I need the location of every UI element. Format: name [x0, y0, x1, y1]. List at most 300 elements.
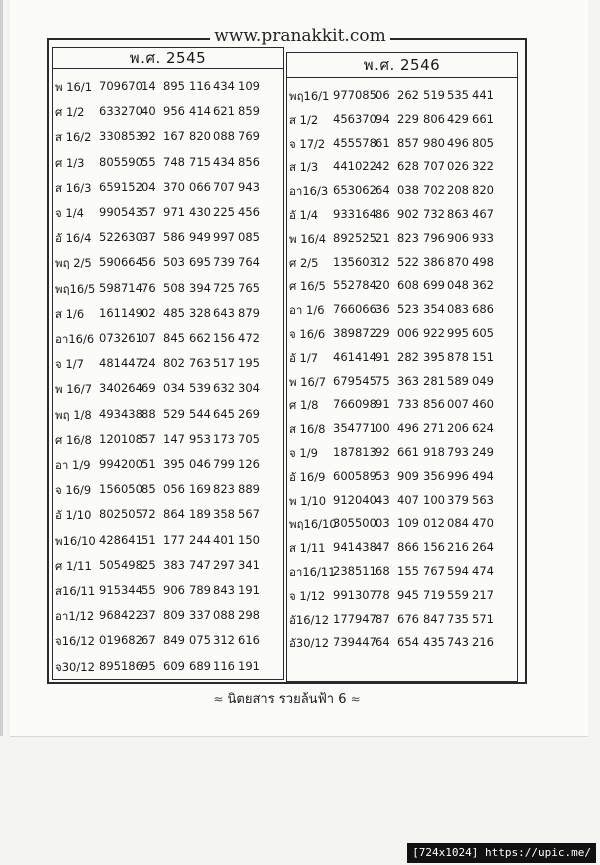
- first-prize-cell: 653062: [333, 183, 377, 198]
- number-cell: 147: [163, 431, 185, 446]
- number-cell: 109: [238, 79, 260, 93]
- first-prize-cell: 156050: [99, 482, 143, 497]
- first-prize-cell: 679545: [333, 373, 377, 388]
- first-prize-cell: 709670: [99, 79, 143, 93]
- number-cell: 632: [213, 381, 235, 396]
- number-cell: 395: [163, 457, 185, 471]
- date-cell: พ 16/7: [55, 382, 93, 397]
- number-cell: 870: [447, 254, 469, 269]
- number-cell: 878: [447, 349, 469, 364]
- table-row: [287, 540, 519, 560]
- number-cell: 789: [189, 583, 211, 597]
- number-cell: 909: [397, 468, 419, 483]
- number-cell: 53: [375, 468, 390, 483]
- number-cell: 51: [141, 532, 156, 547]
- date-cell: ส 16/8: [289, 422, 326, 437]
- number-cell: 312: [213, 633, 235, 648]
- date-cell: พฤ 1/8: [55, 407, 92, 422]
- number-cell: 150: [238, 532, 260, 547]
- date-cell: อั 1/7: [289, 350, 319, 365]
- number-cell: 460: [472, 397, 494, 412]
- number-cell: 767: [423, 564, 445, 578]
- number-cell: 95: [141, 658, 156, 673]
- date-cell: จ 1/7: [55, 357, 84, 372]
- number-cell: 216: [447, 540, 469, 555]
- date-cell: ศ 16/8: [55, 432, 92, 447]
- number-cell: 624: [472, 421, 494, 436]
- table-row: [53, 356, 285, 376]
- number-cell: 609: [163, 658, 185, 673]
- first-prize-cell: 600589: [333, 468, 377, 483]
- number-cell: 889: [238, 482, 260, 497]
- number-cell: 173: [213, 431, 235, 446]
- number-cell: 472: [238, 331, 260, 345]
- number-cell: 859: [238, 104, 260, 119]
- number-cell: 571: [472, 611, 494, 626]
- number-cell: 559: [447, 587, 469, 602]
- number-cell: 281: [423, 373, 445, 388]
- number-cell: 083: [447, 302, 469, 317]
- number-cell: 64: [375, 183, 390, 198]
- number-cell: 61: [375, 135, 390, 150]
- number-cell: 866: [397, 540, 419, 555]
- first-prize-cell: 238511: [333, 564, 377, 578]
- upload-watermark: [724x1024] https://upic.me/: [407, 843, 596, 863]
- number-cell: 567: [238, 507, 260, 522]
- number-cell: 394: [189, 280, 211, 295]
- number-cell: 088: [213, 129, 235, 144]
- footer-ornament-left: ≈: [213, 692, 224, 706]
- number-cell: 733: [397, 397, 419, 412]
- table-row: [287, 207, 519, 227]
- table-row: [287, 326, 519, 346]
- number-cell: 066: [189, 179, 211, 194]
- date-cell: อา 1/6: [289, 303, 325, 318]
- number-cell: 621: [213, 104, 235, 119]
- number-cell: 67: [141, 633, 156, 648]
- date-cell: อั16/12: [289, 612, 330, 627]
- number-cell: 544: [189, 406, 211, 421]
- table-row: [53, 482, 285, 502]
- first-prize-cell: 994200: [99, 457, 143, 471]
- number-cell: 522: [397, 254, 419, 269]
- number-cell: 735: [447, 611, 469, 626]
- number-cell: 748: [163, 154, 185, 169]
- number-cell: 195: [238, 356, 260, 371]
- table-row: [287, 183, 519, 203]
- date-cell: จ 17/2: [289, 136, 326, 151]
- table-row: [287, 445, 519, 465]
- table-row: [287, 255, 519, 275]
- table-row: [53, 558, 285, 578]
- first-prize-cell: 802505: [99, 507, 143, 522]
- number-cell: 206: [447, 421, 469, 436]
- date-cell: อั 1/4: [289, 208, 319, 222]
- first-prize-cell: 991307: [333, 587, 377, 602]
- number-cell: 407: [397, 492, 419, 507]
- number-cell: 25: [141, 557, 156, 572]
- number-cell: 895: [163, 79, 185, 93]
- number-cell: 719: [423, 587, 445, 602]
- number-cell: 956: [163, 104, 185, 119]
- table-row: [53, 205, 285, 225]
- number-cell: 643: [213, 305, 235, 320]
- number-cell: 038: [397, 183, 419, 198]
- first-prize-cell: 933164: [333, 207, 377, 221]
- table-row: [53, 381, 285, 401]
- number-cell: 441: [472, 88, 494, 102]
- number-cell: 00: [375, 421, 390, 436]
- number-cell: 43: [375, 492, 390, 507]
- number-cell: 379: [447, 492, 469, 507]
- date-cell: อา16/3: [289, 184, 329, 199]
- number-cell: 765: [238, 280, 260, 295]
- first-prize-cell: 455578: [333, 135, 377, 150]
- number-cell: 69: [141, 381, 156, 396]
- first-prize-cell: 805590: [99, 154, 143, 169]
- table-row: [53, 230, 285, 250]
- number-cell: 337: [189, 608, 211, 623]
- year-2545-column: [52, 47, 284, 680]
- number-cell: 269: [238, 406, 260, 421]
- number-cell: 654: [397, 635, 419, 650]
- date-cell: ศ 1/8: [289, 398, 319, 413]
- number-cell: 012: [423, 516, 445, 531]
- number-cell: 298: [238, 608, 260, 623]
- table-row: [53, 432, 285, 452]
- table-row: [287, 88, 519, 108]
- number-cell: 249: [472, 445, 494, 459]
- table-row: [287, 231, 519, 251]
- number-cell: 262: [397, 88, 419, 102]
- first-prize-cell: 590664: [99, 255, 143, 270]
- number-cell: 494: [472, 468, 494, 483]
- number-cell: 78: [375, 587, 390, 602]
- first-prize-cell: 633270: [99, 104, 143, 119]
- website-url: [0, 26, 600, 46]
- number-cell: 169: [189, 482, 211, 497]
- table-row: [53, 255, 285, 275]
- number-cell: 945: [397, 587, 419, 602]
- number-cell: 02: [141, 305, 156, 320]
- number-cell: 370: [163, 179, 185, 194]
- number-cell: 156: [423, 540, 445, 555]
- number-cell: 006: [397, 326, 419, 340]
- table-row: [53, 155, 285, 175]
- table-row: [287, 278, 519, 298]
- table-row: [53, 583, 285, 603]
- number-cell: 55: [141, 154, 156, 169]
- first-prize-cell: 441022: [333, 159, 377, 174]
- number-cell: 229: [397, 111, 419, 126]
- year-2545-header: พ.ศ. 2545: [53, 48, 283, 69]
- number-cell: 809: [163, 608, 185, 623]
- number-cell: 282: [397, 349, 419, 364]
- number-cell: 849: [163, 633, 185, 648]
- table-row: [53, 407, 285, 427]
- date-cell: จ 1/4: [55, 206, 84, 220]
- first-prize-cell: 493438: [99, 406, 143, 421]
- page-spine-shadow: [0, 0, 3, 736]
- table-row: [287, 588, 519, 608]
- number-cell: 151: [472, 349, 494, 364]
- number-cell: 686: [472, 302, 494, 317]
- number-cell: 470: [472, 516, 494, 531]
- number-cell: 244: [189, 532, 211, 547]
- table-row: [53, 104, 285, 124]
- first-prize-cell: 892525: [333, 230, 377, 245]
- number-cell: 57: [141, 205, 156, 219]
- date-cell: จ30/12: [55, 659, 95, 674]
- number-cell: 04: [141, 179, 156, 194]
- number-cell: 75: [375, 373, 390, 388]
- date-cell: ส 1/2: [289, 112, 319, 127]
- number-cell: 496: [447, 135, 469, 150]
- date-cell: อั 1/10: [55, 508, 92, 523]
- number-cell: 586: [163, 230, 185, 245]
- number-cell: 414: [189, 104, 211, 119]
- date-cell: อั30/12: [289, 636, 330, 651]
- number-cell: 467: [472, 207, 494, 221]
- number-cell: 354: [423, 302, 445, 317]
- number-cell: 539: [189, 381, 211, 396]
- date-cell: พฤ16/1: [289, 89, 330, 103]
- date-cell: จ 16/6: [289, 327, 326, 341]
- table-row: [53, 659, 285, 679]
- number-cell: 341: [238, 557, 260, 572]
- first-prize-cell: 766098: [333, 397, 377, 412]
- first-prize-cell: 481447: [99, 356, 143, 371]
- date-cell: ส 16/3: [55, 180, 92, 195]
- first-prize-cell: 990543: [99, 205, 143, 219]
- number-cell: 707: [213, 179, 235, 194]
- first-prize-cell: 187813: [333, 445, 377, 459]
- number-cell: 435: [423, 635, 445, 650]
- table-row: [53, 608, 285, 628]
- number-cell: 109: [397, 516, 419, 531]
- number-cell: 056: [163, 482, 185, 497]
- number-cell: 676: [397, 611, 419, 626]
- number-cell: 048: [447, 278, 469, 293]
- footer-ornament-right: ≈: [350, 692, 361, 706]
- number-cell: 820: [189, 129, 211, 144]
- number-cell: 42: [375, 159, 390, 174]
- number-cell: 47: [375, 540, 390, 555]
- number-cell: 763: [189, 356, 211, 371]
- number-cell: 177: [163, 532, 185, 547]
- table-row: [53, 457, 285, 477]
- number-cell: 86: [375, 207, 390, 221]
- number-cell: 605: [472, 326, 494, 340]
- number-cell: 76: [141, 280, 156, 295]
- number-cell: 049: [472, 373, 494, 388]
- date-cell: ศ 1/3: [55, 155, 85, 170]
- number-cell: 37: [141, 230, 156, 245]
- first-prize-cell: 389872: [333, 326, 377, 340]
- number-cell: 386: [423, 254, 445, 269]
- number-cell: 51: [141, 457, 156, 471]
- number-cell: 191: [238, 583, 260, 597]
- number-cell: 661: [397, 445, 419, 459]
- date-cell: ศ 2/5: [289, 255, 319, 270]
- number-cell: 594: [447, 564, 469, 578]
- date-cell: พ16/10: [55, 533, 96, 548]
- number-cell: 943: [238, 179, 260, 194]
- number-cell: 383: [163, 557, 185, 572]
- year-2546-header: พ.ศ. 2546: [287, 53, 517, 78]
- number-cell: 702: [423, 183, 445, 198]
- number-cell: 523: [397, 302, 419, 317]
- first-prize-cell: 912040: [333, 492, 377, 507]
- number-cell: 823: [213, 482, 235, 497]
- number-cell: 395: [423, 349, 445, 364]
- number-cell: 189: [189, 507, 211, 522]
- number-cell: 14: [141, 79, 156, 93]
- table-row: [287, 136, 519, 156]
- first-prize-cell: 354771: [333, 421, 377, 436]
- number-cell: 503: [163, 255, 185, 270]
- number-cell: 508: [163, 280, 185, 295]
- number-cell: 519: [423, 88, 445, 102]
- number-cell: 362: [472, 278, 494, 293]
- table-row: [287, 421, 519, 441]
- number-cell: 689: [189, 658, 211, 673]
- number-cell: 474: [472, 564, 494, 578]
- date-cell: ศ 16/5: [289, 279, 326, 294]
- number-cell: 217: [472, 587, 494, 602]
- number-cell: 980: [423, 135, 445, 150]
- number-cell: 793: [447, 445, 469, 459]
- number-cell: 715: [189, 154, 211, 169]
- number-cell: 24: [141, 356, 156, 371]
- date-cell: ศ 1/2: [55, 105, 85, 120]
- number-cell: 485: [163, 305, 185, 320]
- number-cell: 57: [141, 431, 156, 446]
- first-prize-cell: 019682: [99, 633, 143, 648]
- number-cell: 29: [375, 326, 390, 340]
- number-cell: 847: [423, 611, 445, 626]
- number-cell: 456: [238, 205, 260, 219]
- table-row: [53, 180, 285, 200]
- number-cell: 088: [213, 608, 235, 623]
- date-cell: พฤ16/10: [289, 517, 337, 532]
- number-cell: 705: [238, 431, 260, 446]
- number-cell: 156: [213, 331, 235, 345]
- date-cell: พ 1/10: [289, 493, 327, 508]
- first-prize-cell: 505498: [99, 557, 143, 572]
- table-row: [287, 397, 519, 417]
- first-prize-cell: 766066: [333, 302, 377, 317]
- number-cell: 857: [397, 135, 419, 150]
- table-row: [53, 281, 285, 301]
- number-cell: 971: [163, 205, 185, 219]
- date-cell: ส 1/3: [289, 160, 319, 175]
- date-cell: อั 16/9: [289, 469, 326, 484]
- first-prize-cell: 305500: [333, 516, 377, 531]
- date-cell: อั 16/4: [55, 231, 92, 246]
- number-cell: 535: [447, 88, 469, 102]
- number-cell: 116: [213, 658, 235, 673]
- first-prize-cell: 177947: [333, 611, 377, 626]
- table-row: [53, 633, 285, 653]
- table-row: [287, 159, 519, 179]
- number-cell: 732: [423, 207, 445, 221]
- number-cell: 995: [447, 326, 469, 340]
- number-cell: 03: [375, 516, 390, 531]
- first-prize-cell: 120108: [99, 431, 143, 446]
- number-cell: 805: [472, 135, 494, 150]
- number-cell: 007: [447, 397, 469, 412]
- number-cell: 864: [163, 507, 185, 522]
- number-cell: 725: [213, 280, 235, 295]
- number-cell: 661: [472, 111, 494, 126]
- date-cell: พฤ 2/5: [55, 256, 92, 271]
- number-cell: 563: [472, 492, 494, 507]
- number-cell: 996: [447, 468, 469, 483]
- number-cell: 92: [141, 129, 156, 144]
- website-url-text: www.pranakkit.com: [210, 26, 389, 46]
- number-cell: 56: [141, 255, 156, 270]
- number-cell: 747: [189, 557, 211, 572]
- number-cell: 856: [423, 397, 445, 412]
- number-cell: 517: [213, 356, 235, 371]
- number-cell: 820: [472, 183, 494, 198]
- number-cell: 06: [375, 88, 390, 102]
- number-cell: 802: [163, 356, 185, 371]
- date-cell: พฤ16/5: [55, 281, 96, 296]
- number-cell: 856: [238, 154, 260, 169]
- table-row: [287, 302, 519, 322]
- table-row: [287, 112, 519, 132]
- table-row: [53, 533, 285, 553]
- table-row: [53, 129, 285, 149]
- date-cell: จ 1/9: [289, 446, 318, 460]
- number-cell: 823: [397, 230, 419, 245]
- number-cell: 363: [397, 373, 419, 388]
- table-row: [53, 306, 285, 326]
- number-cell: 12: [375, 254, 390, 269]
- number-cell: 94: [375, 111, 390, 126]
- table-row: [287, 516, 519, 536]
- date-cell: จ 16/9: [55, 483, 92, 498]
- number-cell: 100: [423, 492, 445, 507]
- number-cell: 799: [213, 457, 235, 471]
- number-cell: 879: [238, 305, 260, 320]
- number-cell: 085: [238, 230, 260, 245]
- number-cell: 87: [375, 611, 390, 626]
- number-cell: 645: [213, 406, 235, 421]
- number-cell: 699: [423, 278, 445, 293]
- number-cell: 026: [447, 159, 469, 174]
- number-cell: 216: [472, 635, 494, 650]
- number-cell: 21: [375, 230, 390, 245]
- first-prize-cell: 522630: [99, 230, 143, 245]
- number-cell: 37: [141, 608, 156, 623]
- date-cell: จ 1/12: [289, 588, 326, 603]
- table-row: [287, 493, 519, 513]
- date-cell: ส 16/2: [55, 130, 92, 145]
- number-cell: 126: [238, 457, 260, 471]
- number-cell: 863: [447, 207, 469, 221]
- number-cell: 55: [141, 583, 156, 597]
- number-cell: 68: [375, 564, 390, 578]
- number-cell: 88: [141, 406, 156, 421]
- number-cell: 707: [423, 159, 445, 174]
- number-cell: 91: [375, 397, 390, 412]
- year-2546-column: [286, 52, 518, 682]
- table-row: [53, 507, 285, 527]
- number-cell: 322: [472, 159, 494, 174]
